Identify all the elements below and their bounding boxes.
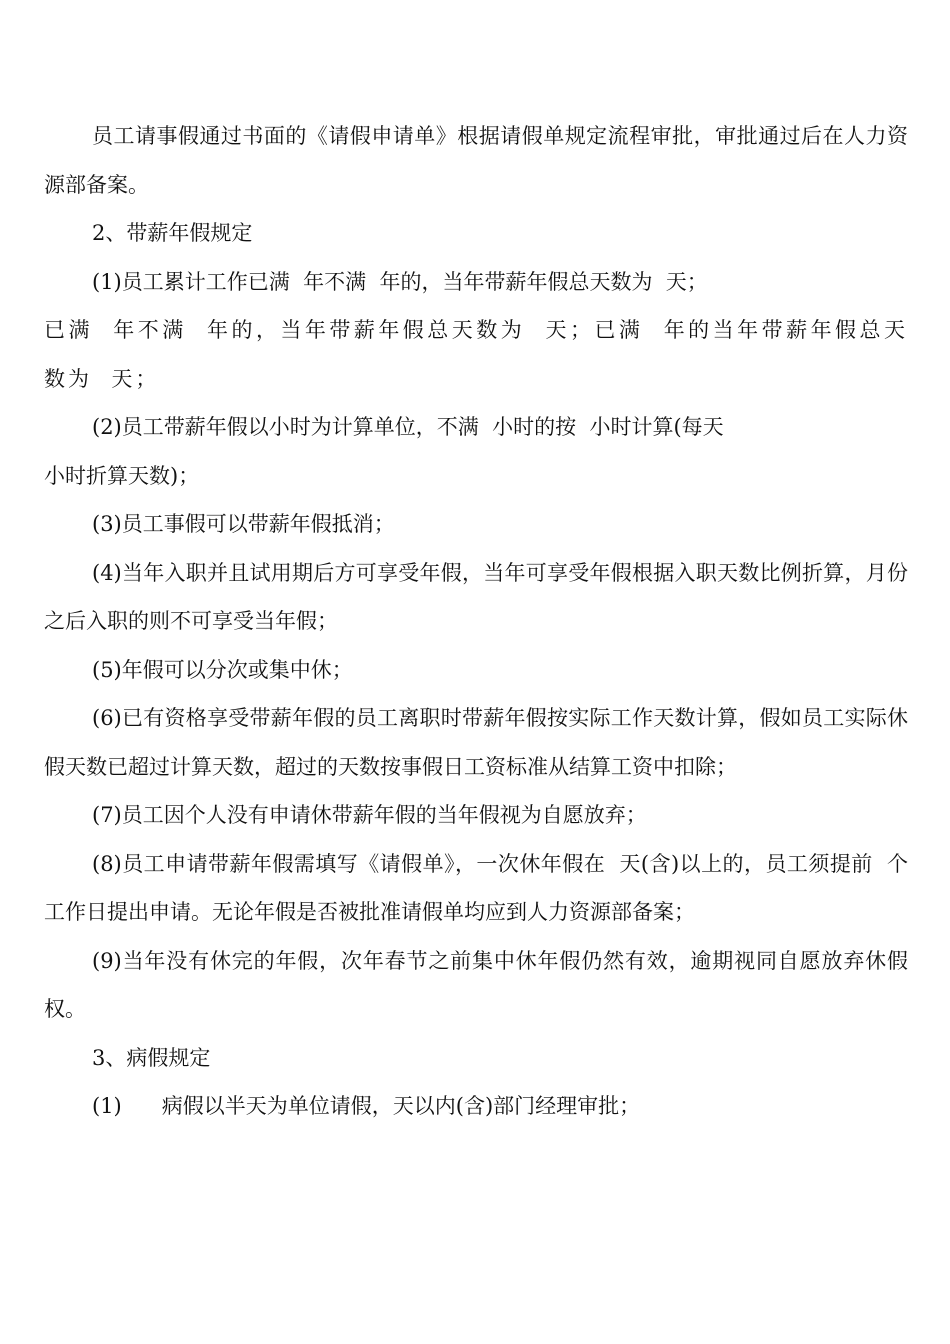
paragraph-annual-leave-rule-3: (3)员工事假可以带薪年假抵消； xyxy=(92,512,395,536)
paragraph-annual-leave-rule-8: (8)员工申请带薪年假需填写《请假单》，一次休年假在 天(含)以上的，员工须提前 个工作日提出申请。无论年假是否被批准请假单均应到人力资源部备案； xyxy=(44,851,908,924)
paragraph-annual-leave-rule-1-continued: 已满 年不满 年的，当年带薪年假总天数为 天；已满 年的当年带薪年假总天数为 天； xyxy=(44,318,908,391)
paragraph-annual-leave-rule-2: (2)员工带薪年假以小时为计算单位，不满 小时的按 小时计算(每天 xyxy=(92,415,724,439)
paragraph-annual-leave-rule-9: (9)当年没有休完的年假，次年春节之前集中休年假仍然有效，逾期视同自愿放弃休假权。 xyxy=(44,948,908,1021)
document-body xyxy=(44,112,908,1131)
paragraph-annual-leave-rule-7: (7)员工因个人没有申请休带薪年假的当年假视为自愿放弃； xyxy=(92,803,647,827)
heading-sick-leave: 3、病假规定 xyxy=(92,1045,211,1070)
paragraph-annual-leave-rule-5: (5)年假可以分次或集中休； xyxy=(92,657,353,682)
paragraph-annual-leave-rule-4: (4)当年入职并且试用期后方可享受年假，当年可享受年假根据入职天数比例折算，月份之后入职的则不可享受当年假； xyxy=(44,560,908,633)
paragraph-annual-leave-rule-2-continued: 小时折算天数)； xyxy=(44,463,200,488)
paragraph-sick-leave-rule-1: (1) 病假以半天为单位请假，天以内(含)部门经理审批； xyxy=(92,1094,641,1118)
paragraph-leave-request-procedure: 员工请事假通过书面的《请假申请单》根据请假单规定流程审批，审批通过后在人力资源部备案。 xyxy=(44,124,908,197)
paragraph-annual-leave-rule-1: (1)员工累计工作已满 年不满 年的，当年带薪年假总天数为 天； xyxy=(92,269,708,294)
heading-paid-annual-leave: 2、带薪年假规定 xyxy=(92,221,253,245)
paragraph-annual-leave-rule-6: (6)已有资格享受带薪年假的员工离职时带薪年假按实际工作天数计算，假如员工实际休假天数已超过计算天数，超过的天数按事假日工资标准从结算工资中扣除； xyxy=(44,706,908,779)
